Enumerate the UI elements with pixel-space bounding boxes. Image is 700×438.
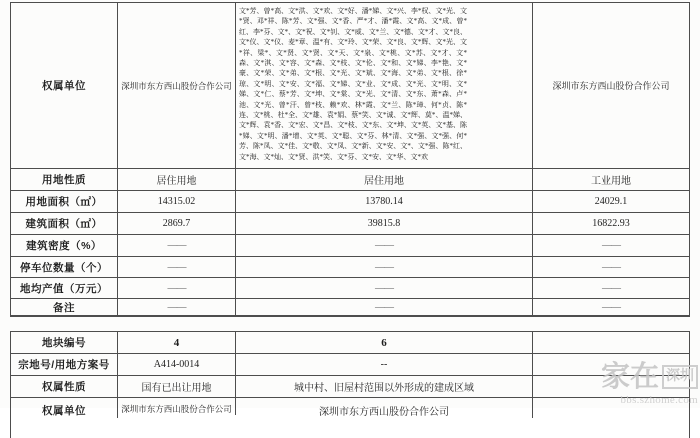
table-row-parking-count bbox=[11, 257, 689, 278]
table-row-remarks bbox=[11, 299, 689, 316]
cell-remarks-b: —— bbox=[236, 299, 533, 315]
land-attributes-table bbox=[10, 2, 690, 317]
table-row-land-use bbox=[11, 169, 689, 191]
table-row-parcel-id bbox=[11, 354, 689, 376]
watermark-url: bbs.szhome.com bbox=[620, 394, 698, 406]
cell-land-use-b: 居住用地 bbox=[236, 169, 533, 190]
cell-owner-name-list bbox=[236, 3, 533, 168]
row-label-output-value: 地均产值（万元） bbox=[11, 278, 118, 298]
row-label-ownership-unit-2: 权属单位 bbox=[11, 398, 118, 418]
cell-plot-number-b: 6 bbox=[236, 332, 533, 353]
cell-plot-number-a: 4 bbox=[118, 332, 236, 353]
row-label-parking-count: 停车位数量（个） bbox=[11, 257, 118, 277]
cell-building-density-a: —— bbox=[118, 235, 236, 256]
cell-land-use-d: 工业用地 bbox=[591, 176, 631, 187]
cell-parking-d: —— bbox=[602, 261, 620, 273]
cell-land-area-b: 13780.14 bbox=[236, 191, 533, 212]
cell-output-b: —— bbox=[236, 278, 533, 298]
cell-ownership-nature-d bbox=[533, 376, 689, 397]
cell-building-area-d: 16822.93 bbox=[592, 218, 630, 229]
table-row-land-area bbox=[11, 191, 689, 213]
cell-building-density-b: —— bbox=[236, 235, 533, 256]
watermark-text-jiazai: 家在 bbox=[600, 361, 659, 393]
table-row-building-area bbox=[11, 213, 689, 235]
cell-building-area-b: 39815.8 bbox=[236, 213, 533, 234]
cell-owner-col-d: 深圳市东方西山股份合作公司 bbox=[552, 81, 670, 91]
row-label-land-use: 用地性质 bbox=[11, 169, 118, 190]
cell-land-area-a: 14315.02 bbox=[118, 191, 236, 212]
row-label-land-area: 用地面积（㎡） bbox=[11, 191, 118, 212]
cell-parcel-id-d bbox=[533, 354, 689, 375]
cell-ownership-unit2-d bbox=[533, 398, 689, 403]
row-label-ownership-nature: 权属性质 bbox=[11, 376, 118, 397]
cell-parking-b: —— bbox=[236, 257, 533, 277]
table-row-building-density bbox=[11, 235, 689, 257]
cell-remarks-d: —— bbox=[602, 301, 620, 313]
cell-building-area-a: 2869.7 bbox=[118, 213, 236, 234]
table-row-output-value bbox=[11, 278, 689, 299]
row-label-ownership-unit: 权属单位 bbox=[11, 3, 118, 168]
cell-building-density-d: —— bbox=[602, 240, 620, 251]
owner-name-list: 文*芳、曾*高、文*洪、文*欢、文*好、潘*娣、文*兴、李*权、文*光、文*贤、邓*祥、陈*芳、文*强、文*香、严*才、潘*霞、文*高、文*成、曾*红、李*芬、文*、文*祝、文*钊、文*威、文*兰、文*德、文*才、文*良、文*仪、文*仪、麦*章、温*有、文*玲、文*荣、文*良、文*辉、文*光、文*祥、梁*、文*贤、文*贤、文*天、文*泉、文*桃、文*苏、文*才、文*森、文*淇、文*容、文*森、文*枝、文*伦、文*和、文*娣、李*艳、文*豪、文*荣、文*弟、文*根、文*光、文*斌、文*海、文*弟、文*根、徐*琼、文*明、文*安、文*福、文*娣、文*业、文*成、文*光、文*明、文*娣、文*仁、蔡*芳、文*坤、文*棠、文*光、文*清、文*东、萧*森、卢*池、文*光、曾*汗、曾*枝、赖*欢、林*霞、文*兰、陈*璋、何*贞、陈*连、文*桃、杜*全、文*雄、袁*娟、蔡*笑、文*诚、文*辉、莫*、温*娣、文*辉、袁*香、文*宏、文*昌、文*枝、文*东、文*坤、文*英、文*基、陈*娣、文*明、潘*增、文*英、文*聪、文*芬、林*清、文*强、文*强、何*芳、陈*凤、文*佳、文*敬、文*凤、文*新、文*安、文*、文*强、陈*红、文*海、文*灿、文*贤、洪*笑、文*芬、文*安、文*华、文*欢 bbox=[239, 7, 467, 161]
cell-land-area-d: 24029.1 bbox=[594, 196, 628, 207]
row-label-remarks: 备注 bbox=[11, 299, 118, 315]
cell-remarks-a: —— bbox=[118, 299, 236, 315]
table-row-ownership-nature bbox=[11, 376, 689, 398]
cell-plot-number-d bbox=[533, 332, 689, 353]
cell-parcel-id-a: A414-0014 bbox=[118, 354, 236, 375]
row-label-building-area: 建筑面积（㎡） bbox=[11, 213, 118, 234]
plot-id-table bbox=[10, 331, 690, 438]
cell-ownership-unit2-b: 深圳市东方西山股份合作公司 bbox=[236, 398, 533, 418]
cell-owner-col-a: 深圳市东方西山股份合作公司 bbox=[118, 3, 236, 168]
watermark-box-shenzhen: 深圳 bbox=[662, 365, 698, 389]
cell-parking-a: —— bbox=[118, 257, 236, 277]
cell-output-d: —— bbox=[602, 282, 620, 294]
cell-parcel-id-b: -- bbox=[236, 354, 533, 375]
cell-ownership-unit2-a: 深圳市东方西山股份合作公司 bbox=[118, 398, 236, 415]
table-row-ownership-unit bbox=[11, 3, 689, 169]
row-label-parcel-id: 宗地号/用地方案号 bbox=[11, 354, 118, 375]
table-row-plot-number bbox=[11, 332, 689, 354]
cell-ownership-nature-b: 城中村、旧屋村范围以外形成的建成区域 bbox=[236, 376, 533, 397]
row-label-plot-number: 地块编号 bbox=[11, 332, 118, 353]
cell-output-a: —— bbox=[118, 278, 236, 298]
cell-land-use-a: 居住用地 bbox=[118, 169, 236, 190]
cell-ownership-nature-a: 国有已出让用地 bbox=[118, 376, 236, 397]
row-label-building-density: 建筑密度（%） bbox=[11, 235, 118, 256]
table-row-ownership-unit-2 bbox=[11, 398, 689, 438]
